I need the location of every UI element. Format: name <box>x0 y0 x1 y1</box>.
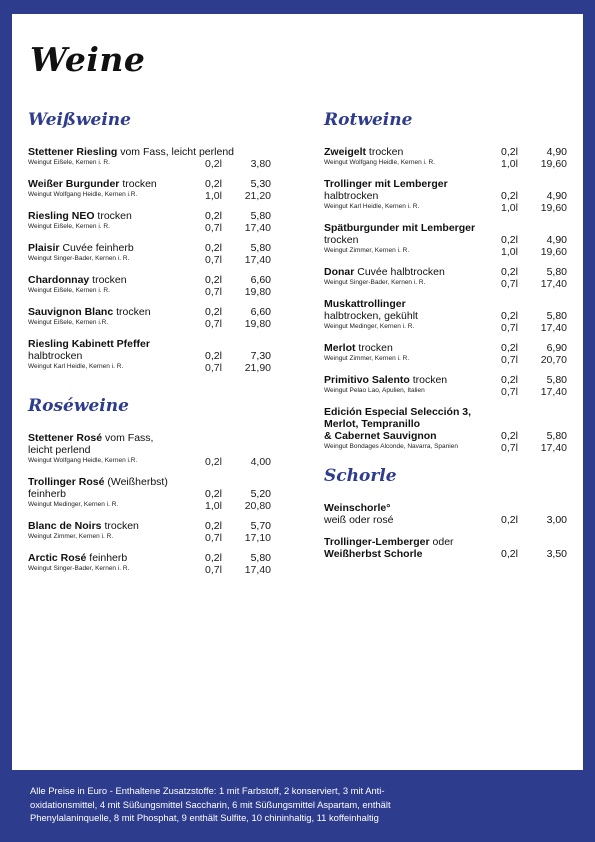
volume: 0,7l <box>205 564 222 576</box>
wine-description: weiß oder rosé <box>324 514 394 526</box>
winery-name: Weingut Medinger, Kernen i. R. <box>324 323 415 330</box>
wine-name-line <box>28 274 271 286</box>
price: 5,80 <box>250 210 271 222</box>
price: 20,70 <box>540 354 567 366</box>
wine-name-text <box>324 374 447 386</box>
wine-name-text <box>324 266 445 278</box>
price: 5,70 <box>250 520 271 532</box>
winery-line <box>324 322 567 332</box>
wine-name-text <box>28 274 127 286</box>
wine-name-line <box>28 476 271 488</box>
wine-name-line <box>324 146 567 158</box>
volume: 0,7l <box>501 322 518 334</box>
wine-description: trocken <box>113 306 151 318</box>
wine-name: Arctic Rosé <box>28 552 87 564</box>
wine-description: trocken <box>409 374 448 386</box>
volume: 0,2l <box>501 310 518 322</box>
wine-name-text <box>28 146 234 158</box>
wine-entry <box>324 536 567 560</box>
volume: 0,2l <box>501 342 518 354</box>
section-title: Schorle <box>324 466 397 486</box>
price: 17,40 <box>540 278 567 290</box>
wine-entry <box>324 502 567 526</box>
wine-name-line <box>28 178 271 190</box>
wine-name-line <box>28 146 271 158</box>
volume: 0,2l <box>501 514 518 526</box>
winery-line <box>28 318 271 328</box>
winery-line <box>324 442 567 452</box>
wine-name-text <box>324 536 454 548</box>
wine-description: vom Fass, leicht perlend <box>117 146 234 158</box>
winery-name: Weingut Wolfgang Heidle, Kernen i.R. <box>28 457 138 464</box>
winery-line <box>28 500 271 510</box>
price: 5,80 <box>546 310 567 322</box>
wine-name-text <box>324 514 393 526</box>
wine-name-text <box>28 476 168 488</box>
wine-name-text <box>324 310 418 322</box>
wine-name-line <box>324 548 567 560</box>
wine-name: Blanc de Noirs <box>28 520 102 532</box>
wine-entry <box>324 406 567 452</box>
price: 17,40 <box>540 386 567 398</box>
winery-line <box>324 202 567 212</box>
wine-entry <box>28 210 271 232</box>
wine-description: halbtrocken <box>324 190 379 202</box>
wine-name-text <box>28 432 153 444</box>
wine-name-text <box>28 444 90 456</box>
wine-description: trocken <box>324 234 359 246</box>
wine-entry <box>324 178 567 212</box>
wine-description: halbtrocken <box>28 350 83 362</box>
wine-name: Donar <box>324 266 355 278</box>
volume: 0,7l <box>501 278 518 290</box>
wine-name-line <box>324 342 567 354</box>
winery-line <box>324 278 567 288</box>
volume: 0,2l <box>501 266 518 278</box>
winery-name: Weingut Eißele, Kernen i. R. <box>28 287 110 294</box>
wine-name-text <box>324 430 437 442</box>
wine-name-line <box>28 338 271 350</box>
winery-name: Weingut Karl Heidle, Kernen i. R. <box>324 203 420 210</box>
footnote-line: oxidationsmittel, 4 mit Süßungsmittel Saccharin, 6 mit Süßungsmittel Aspartam, enthält <box>30 798 391 810</box>
price: 3,80 <box>250 158 271 170</box>
wine-name: Merlot, Tempranillo <box>324 418 421 430</box>
price: 3,50 <box>546 548 567 560</box>
wine-name-text <box>28 488 66 500</box>
wine-description: trocken <box>101 520 139 532</box>
wine-name-text <box>28 350 82 362</box>
left-column <box>28 108 271 584</box>
volume: 0,2l <box>205 488 222 500</box>
wine-name-text <box>324 222 475 234</box>
price: 17,40 <box>244 254 271 266</box>
price: 4,00 <box>250 456 271 468</box>
volume: 0,2l <box>501 190 518 202</box>
price: 17,10 <box>244 532 271 544</box>
wine-name-line <box>28 210 271 222</box>
winery-name: Weingut Wolfgang Heidle, Kernen i. R. <box>324 159 436 166</box>
wine-description: feinherb <box>28 488 66 500</box>
volume: 0,2l <box>501 234 518 246</box>
wine-description: halbtrocken, gekühlt <box>324 310 418 322</box>
volume: 0,2l <box>205 210 222 222</box>
wine-name: Chardonnay <box>28 274 90 286</box>
wine-entry <box>324 298 567 332</box>
wine-name-text <box>324 190 378 202</box>
wine-name-text <box>324 502 390 514</box>
price: 6,90 <box>546 342 567 354</box>
wine-description: trocken <box>119 178 157 190</box>
winery-line <box>28 564 271 574</box>
wine-name-line <box>28 488 271 500</box>
wine-entry <box>28 520 271 542</box>
wine-name-text <box>324 342 393 354</box>
wine-name-text <box>28 552 127 564</box>
wine-name: Weinschorle° <box>324 502 391 514</box>
volume: 0,2l <box>501 146 518 158</box>
wine-name-line <box>324 234 567 246</box>
price: 4,90 <box>546 190 567 202</box>
wine-name-text <box>28 338 150 350</box>
price: 6,60 <box>250 306 271 318</box>
winery-name: Weingut Eißele, Kernen i.R. <box>28 319 109 326</box>
wine-entry <box>28 178 271 200</box>
price: 19,80 <box>244 318 271 330</box>
wine-description: leicht perlend <box>28 444 91 456</box>
winery-line <box>28 286 271 296</box>
wine-name: Weißer Burgunder <box>28 178 120 190</box>
wine-entry <box>28 242 271 264</box>
winery-line <box>28 158 271 168</box>
wine-entry <box>324 342 567 364</box>
winery-name: Weingut Eißele, Kernen i. R. <box>28 159 110 166</box>
wine-name-line <box>324 374 567 386</box>
volume: 0,7l <box>501 354 518 366</box>
wine-entry <box>324 146 567 168</box>
price: 19,60 <box>540 158 567 170</box>
price: 5,20 <box>250 488 271 500</box>
price: 5,30 <box>250 178 271 190</box>
wine-name: Plaisir <box>28 242 60 254</box>
winery-line <box>28 222 271 232</box>
wine-name-line <box>324 310 567 322</box>
wine-name: Weißherbst Schorle <box>324 548 423 560</box>
wine-name: Spätburgunder mit Lemberger <box>324 222 476 234</box>
wine-name-text <box>324 146 403 158</box>
wine-name: Edición Especial Selección 3, <box>324 406 472 418</box>
winery-line <box>324 354 567 364</box>
wine-name: Sauvignon Blanc <box>28 306 114 318</box>
price: 3,00 <box>546 514 567 526</box>
section-rotweine <box>324 108 567 452</box>
winery-line <box>28 532 271 542</box>
winery-name: Weingut Pelao Lao, Apulien, Italien <box>324 387 425 394</box>
wine-description: trocken <box>94 210 132 222</box>
wine-name: Muskattrollinger <box>324 298 406 310</box>
wine-name: Riesling NEO <box>28 210 95 222</box>
price: 5,80 <box>250 242 271 254</box>
winery-name: Weingut Wolfgang Heidle, Kernen i.R. <box>28 191 138 198</box>
winery-name: Weingut Zimmer, Kernen i. R. <box>324 247 410 254</box>
wine-description: feinherb <box>86 552 128 564</box>
price: 4,90 <box>546 146 567 158</box>
wine-name-line <box>28 520 271 532</box>
price: 17,40 <box>244 222 271 234</box>
wine-name: Merlot <box>324 342 356 354</box>
winery-name: Weingut Singer-Bader, Kernen i. R. <box>324 279 426 286</box>
wine-name: Stettener Riesling <box>28 146 118 158</box>
winery-line <box>28 190 271 200</box>
wine-name-text <box>324 406 471 418</box>
wine-entry <box>28 146 271 168</box>
winery-name: Weingut Medinger, Kernen i. R. <box>28 501 119 508</box>
wine-name-line <box>324 418 567 430</box>
wine-name-text <box>324 418 420 430</box>
price: 19,80 <box>244 286 271 298</box>
wine-entry <box>324 374 567 396</box>
volume: 0,2l <box>501 374 518 386</box>
right-column <box>324 108 567 570</box>
wine-description: trocken <box>355 342 393 354</box>
price: 21,20 <box>244 190 271 202</box>
volume: 0,2l <box>205 178 222 190</box>
wine-name: Stettener Rosé <box>28 432 103 444</box>
section-roseweine <box>28 394 271 574</box>
price: 4,90 <box>546 234 567 246</box>
wine-name-line <box>28 552 271 564</box>
footnote-line: Phenylalaninquelle, 8 mit Phosphat, 9 enthält Sulfite, 10 chininhaltig, 11 koffeinhaltig <box>30 812 379 823</box>
wine-description: Cuvée halbtrocken <box>354 266 445 278</box>
volume: 0,2l <box>205 552 222 564</box>
wine-entry <box>28 274 271 296</box>
price: 21,90 <box>244 362 271 374</box>
additives-footnote <box>30 784 560 825</box>
volume: 0,7l <box>205 254 222 266</box>
wine-entry <box>28 476 271 510</box>
wine-description: trocken <box>366 146 404 158</box>
wine-name-text <box>28 210 132 222</box>
wine-name: Trollinger Rosé <box>28 476 105 488</box>
winery-line <box>324 246 567 256</box>
winery-line <box>324 158 567 168</box>
wine-entry <box>28 306 271 328</box>
wine-description: trocken <box>89 274 127 286</box>
volume: 1,0l <box>501 158 518 170</box>
wine-name: & Cabernet Sauvignon <box>324 430 437 442</box>
wine-name-line <box>28 432 271 444</box>
price: 19,60 <box>540 246 567 258</box>
volume: 0,2l <box>501 548 518 560</box>
volume: 0,2l <box>501 430 518 442</box>
price: 19,60 <box>540 202 567 214</box>
wine-name-text <box>324 548 422 560</box>
wine-name-text <box>324 298 406 310</box>
winery-name: Weingut Zimmer, Kernen i. R. <box>324 355 410 362</box>
wine-name: Trollinger-Lemberger <box>324 536 430 548</box>
volume: 0,2l <box>205 158 222 170</box>
winery-line <box>28 456 271 466</box>
volume: 0,2l <box>205 520 222 532</box>
wine-name-text <box>28 178 157 190</box>
section-weissweine <box>28 108 271 372</box>
wine-description: vom Fass, <box>102 432 154 444</box>
wine-name: Primitivo Salento <box>324 374 410 386</box>
wine-description: (Weißherbst) <box>104 476 168 488</box>
wine-name-line <box>324 406 567 418</box>
volume: 0,2l <box>205 306 222 318</box>
wine-entry <box>28 552 271 574</box>
volume: 0,2l <box>205 350 222 362</box>
wine-name-line <box>324 190 567 202</box>
volume: 0,7l <box>501 386 518 398</box>
winery-line <box>28 362 271 372</box>
wine-name-line <box>324 430 567 442</box>
menu-card <box>12 14 583 770</box>
volume: 0,7l <box>205 286 222 298</box>
volume: 0,2l <box>205 242 222 254</box>
wine-entry <box>324 266 567 288</box>
volume: 1,0l <box>205 190 222 202</box>
volume: 0,7l <box>205 362 222 374</box>
wine-description: oder <box>429 536 454 548</box>
price: 5,80 <box>250 552 271 564</box>
wine-name-text <box>324 178 448 190</box>
footnote-line: Alle Preise in Euro - Enthaltene Zusatzstoffe: 1 mit Farbstoff, 2 konserviert, 3 mit Anti- <box>30 785 385 796</box>
winery-line <box>324 386 567 396</box>
wine-name-text <box>28 242 134 254</box>
wine-description: Cuvée feinherb <box>59 242 134 254</box>
winery-name: Weingut Singer-Bader, Kernen i. R. <box>28 255 130 262</box>
volume: 0,2l <box>205 274 222 286</box>
wine-name-line <box>324 298 567 310</box>
wine-name-text <box>324 234 358 246</box>
price: 17,40 <box>540 442 567 454</box>
winery-line <box>28 254 271 264</box>
price: 5,80 <box>546 374 567 386</box>
volume: 0,7l <box>501 442 518 454</box>
volume: 1,0l <box>205 500 222 512</box>
volume: 0,7l <box>205 222 222 234</box>
volume: 1,0l <box>501 202 518 214</box>
wine-name-line <box>324 502 567 514</box>
wine-name-text <box>28 520 139 532</box>
wine-name-line <box>28 306 271 318</box>
wine-name-text <box>28 306 151 318</box>
wine-entry <box>324 222 567 256</box>
winery-name: Weingut Singer-Bader, Kernen i. R. <box>28 565 130 572</box>
wine-name-line <box>28 350 271 362</box>
price: 7,30 <box>250 350 271 362</box>
section-title: Weißweine <box>28 110 131 130</box>
wine-name-line <box>324 178 567 190</box>
price: 20,80 <box>244 500 271 512</box>
volume: 1,0l <box>501 246 518 258</box>
price: 6,60 <box>250 274 271 286</box>
winery-name: Weingut Zimmer, Kernen i. R. <box>28 533 114 540</box>
price: 5,80 <box>546 430 567 442</box>
wine-entry <box>28 338 271 372</box>
wine-name-line <box>324 222 567 234</box>
section-title: Rotweine <box>324 110 413 130</box>
price: 17,40 <box>244 564 271 576</box>
wine-name-line <box>324 266 567 278</box>
wine-name-line <box>324 514 567 526</box>
page-title: Weine <box>30 40 146 79</box>
winery-name: Weingut Eißele, Kernen i. R. <box>28 223 110 230</box>
wine-name-line <box>28 444 271 456</box>
volume: 0,7l <box>205 318 222 330</box>
wine-name: Trollinger mit Lemberger <box>324 178 448 190</box>
section-title: Roséweine <box>28 396 129 416</box>
wine-entry <box>28 432 271 466</box>
price: 17,40 <box>540 322 567 334</box>
wine-name: Zweigelt <box>324 146 367 158</box>
price: 5,80 <box>546 266 567 278</box>
winery-name: Weingut Karl Heidle, Kernen i. R. <box>28 363 124 370</box>
wine-name-line <box>324 536 567 548</box>
wine-name: Riesling Kabinett Pfeffer <box>28 338 150 350</box>
winery-name: Weingut Bondages Alconde, Navarra, Spanien <box>324 443 458 450</box>
volume: 0,7l <box>205 532 222 544</box>
wine-name-line <box>28 242 271 254</box>
section-schorle <box>324 464 567 560</box>
volume: 0,2l <box>205 456 222 468</box>
